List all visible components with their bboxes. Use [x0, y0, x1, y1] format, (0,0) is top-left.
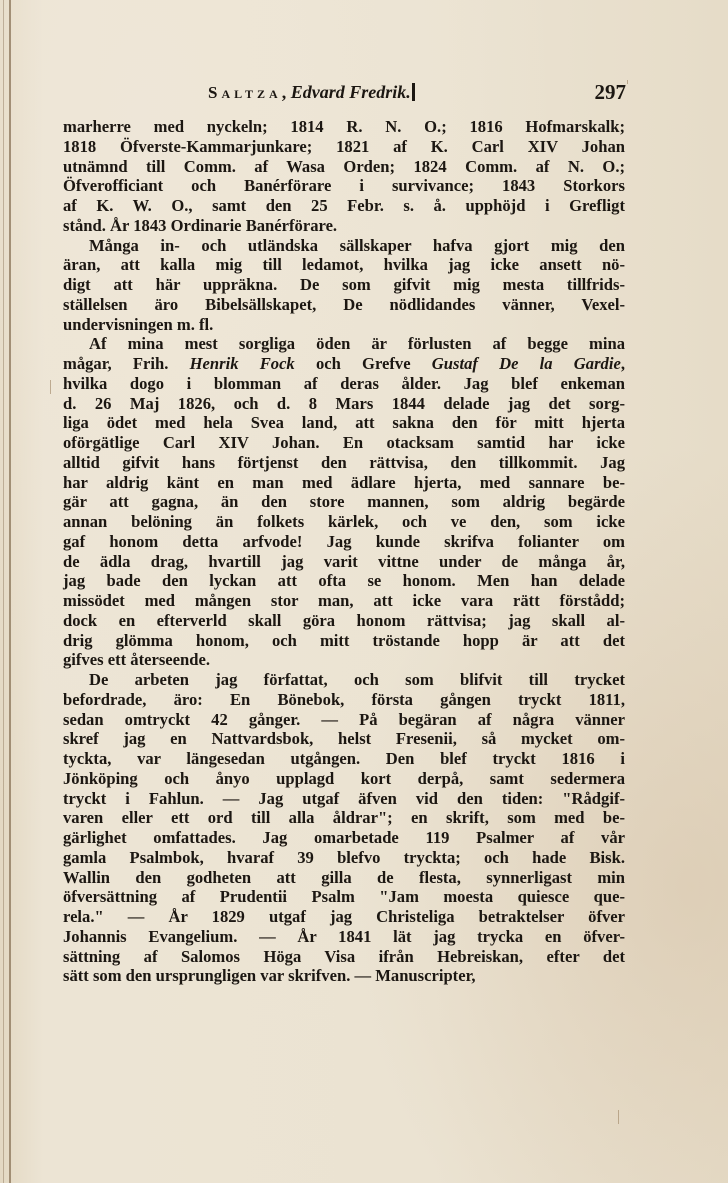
text-line: gärlighet omfattades. Jag omarbetade 119 Psalmer af vår: [63, 828, 625, 847]
paragraph-start-line: Många in- och utländska sällskaper hafva gjort mig den: [89, 235, 625, 255]
text-line: d. 26 Maj 1826, och d. 8 Mars 1844 delade jag det sorg-: [63, 393, 625, 413]
paper-speck: [618, 1110, 619, 1124]
text-line: annan belöning än folkets kärlek, och ve den, som icke: [63, 512, 625, 531]
text-line: varen eller ett ord till alla åldrar"; en skrift, som med be-: [63, 808, 625, 828]
text-line: gär att gagna, än den store mannen, som aldrig begärde: [63, 492, 625, 512]
person-name-italic: Gustaf De la Gardie: [431, 354, 621, 373]
text-line: drig glömma honom, och mitt tröstande hopp är att det: [63, 630, 625, 650]
text-line: hvilka dogo i blomman af deras ålder. Jag blef enkeman: [63, 373, 625, 393]
running-head-title: [208, 82, 415, 103]
page-number: 297: [594, 80, 626, 104]
paragraph-start-line: De arbeten jag författat, och som blifvit till trycket: [89, 670, 625, 689]
paper-speck: [50, 380, 51, 394]
text-line: tyckta, var längesedan utgången. Den blef tryckt 1816 i: [63, 749, 625, 768]
text-line: Wallin den godheten att gilla de flesta, synnerligast min: [63, 867, 625, 887]
text-line: Johannis Evangelium. — År 1841 lät jag trycka en öfver-: [63, 926, 625, 946]
text-line: rela." — År 1829 utgaf jag Christeliga betraktelser öfver: [63, 907, 625, 926]
text-line: sedan omtryckt 42 gånger. — På begäran af några vänner: [63, 709, 625, 729]
text-line: stånd. År 1843 Ordinarie Banérförare.: [63, 215, 338, 235]
text-line: de ädla drag, hvartill jag varit vittne under de många år,: [63, 551, 625, 571]
text-line: oförgätlige Carl XIV Johan. En otacksam samtid har icke: [63, 433, 625, 452]
paragraph-start-line: Af mina mest sorgliga öden är förlusten af begge mina: [89, 334, 625, 354]
text-fragment: ,: [620, 354, 625, 373]
text-line: tryckt i Fahlun. — Jag utgaf äfven vid den tiden: "Rådgif-: [63, 788, 625, 808]
text-line: öfversättning af Prudentii Psalm "Jam moesta quiesce que-: [63, 887, 625, 907]
text-line: undervisningen m. fl.: [63, 314, 214, 334]
text-line: sätt som den ursprungligen var skrifven. — Manuscripter,: [63, 966, 476, 986]
text-fragment: mågar, Frih.: [63, 354, 190, 373]
text-line: Öfverofficiant och Banérförare i survivance; 1843 Storkors: [63, 176, 625, 196]
header-surname: Saltza: [208, 83, 282, 102]
header-given-names: Edvard Fredrik.: [290, 82, 411, 102]
paper-speck: [627, 80, 628, 84]
text-line: af K. W. O., samt den 25 Febr. s. å. upphöjd i Grefligt: [63, 196, 625, 215]
text-line: äran, att kalla mig till ledamot, hvilka jag icke ansett nö-: [63, 255, 625, 275]
text-line: utnämnd till Comm. af Wasa Orden; 1824 Comm. af N. O.;: [63, 156, 625, 176]
text-line: digt att här uppräkna. De som gifvit mig mesta tillfrids-: [63, 275, 625, 294]
text-line: 1818 Öfverste-Kammarjunkare; 1821 af K. Carl XIV Johan: [63, 136, 625, 156]
text-line-with-names: [63, 354, 625, 374]
text-line: jag bade den lyckan att ofta se honom. Men han delade: [63, 571, 625, 591]
header-rule-mark: [412, 83, 415, 101]
text-line: gamla Psalmbok, hvaraf 39 blefvo tryckta; och hade Bisk.: [63, 847, 625, 867]
text-line: marherre med nyckeln; 1814 R. N. O.; 1816 Hofmarskalk;: [63, 117, 625, 136]
gutter-edge-line-outer: [3, 0, 4, 1183]
text-line: gifves ett återseende.: [63, 650, 210, 670]
text-line: ställelsen äro Bibelsällskapet, De nödlidandes vänner, Vexel-: [63, 294, 625, 314]
text-line: Jönköping och ånyo upplagd kort derpå, samt sedermera: [63, 768, 625, 788]
text-line: dock en efterverld skall göra honom rättvisa; jag skall al-: [63, 610, 625, 630]
person-name-italic: Henrik Fock: [189, 354, 295, 373]
text-line: gaf honom detta arfvode! Jag kunde skrifva folianter om: [63, 531, 625, 551]
text-line: sättning af Salomos Höga Visa ifrån Hebreiskan, efter det: [63, 946, 625, 966]
header-separator: ,: [281, 82, 287, 102]
text-line: befordrade, äro: En Bönebok, första gången tryckt 1811,: [63, 689, 625, 709]
body-text: [63, 117, 625, 986]
text-line: missödet med mången stor man, att icke vara rätt förstådd;: [63, 591, 625, 610]
text-line: skref jag en Nattvardsbok, helst Fresenii, så mycket om-: [63, 729, 625, 749]
gutter-edge-line: [9, 0, 11, 1183]
text-line: alltid gifvit hans förtjenst den rättvisa, den tillkommit. Jag: [63, 452, 625, 472]
text-line: liga ödet med hela Svea land, att sakna den för mitt hjerta: [63, 413, 625, 433]
text-line: har aldrig känt en man med ädlare hjerta, med sannare be-: [63, 472, 625, 492]
running-header: [208, 78, 626, 108]
text-fragment: och Grefve: [294, 354, 432, 373]
